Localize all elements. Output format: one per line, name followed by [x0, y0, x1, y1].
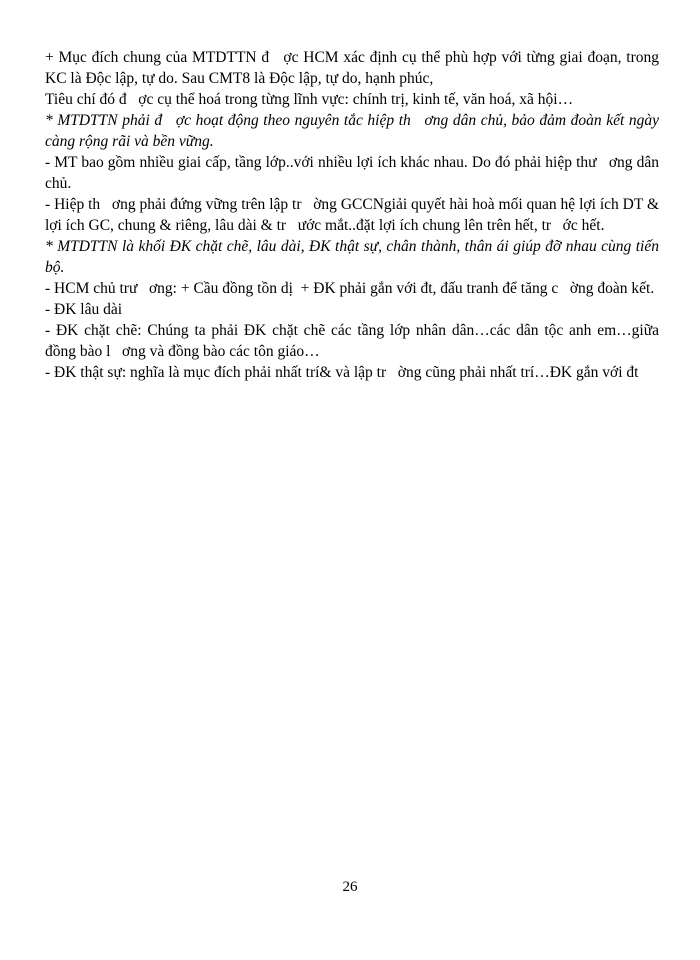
text-block	[45, 47, 659, 383]
paragraph: - ĐK thật sự: nghĩa là mục đích phải nhất trí& và lập tr ờng cũng phải nhất trí…ĐK gắn với đt	[45, 364, 639, 381]
paragraph: - ĐK chặt chẽ: Chúng ta phải ĐK chặt chẽ các tầng lớp nhân dân…các dân tộc anh em…giữa đồng bào l ơng và đồng bào các tôn giáo…	[45, 322, 659, 360]
paragraph-italic: * MTDTTN là khối ĐK chặt chẽ, lâu dài, ĐK thật sự, chân thành, thân ái giúp đỡ nhau cùng tiến bộ.	[45, 238, 659, 276]
paragraph: - ĐK lâu dài	[45, 301, 123, 318]
page-number: 26	[342, 879, 358, 895]
paragraph-italic: * MTDTTN phải đ ợc hoạt động theo nguyên tắc hiệp th ơng dân chủ, bảo đảm đoàn kết ngày càng rộng rãi và bền vững.	[45, 112, 659, 150]
paragraph: + Mục đích chung của MTDTTN đ ợc HCM xác định cụ thể phù hợp với từng giai đoạn, trong KC là Độc lập, tự do. Sau CMT8 là Độc lập, tự do, hạnh phúc,	[45, 49, 659, 87]
paragraph: Tiêu chí đó đ ợc cụ thể hoá trong từng lĩnh vực: chính trị, kinh tế, văn hoá, xã hội…	[45, 91, 574, 108]
paragraph: - HCM chủ trư ơng: + Cầu đồng tồn dị + ĐK phải gắn với đt, đấu tranh để tăng c ờng đoàn kết.	[45, 280, 655, 297]
paragraph: - Hiệp th ơng phải đứng vững trên lập tr ờng GCCNgiải quyết hài hoà mối quan hệ lợi ích DT & lợi ích GC, chung & riêng, lâu dài & tr ước mắt..đặt lợi ích chung lên trên hết, tr ớc hết.	[45, 196, 659, 234]
paragraph: - MT bao gồm nhiều giai cấp, tầng lớp..với nhiều lợi ích khác nhau. Do đó phải hiệp thư ơng dân chủ.	[45, 154, 659, 192]
